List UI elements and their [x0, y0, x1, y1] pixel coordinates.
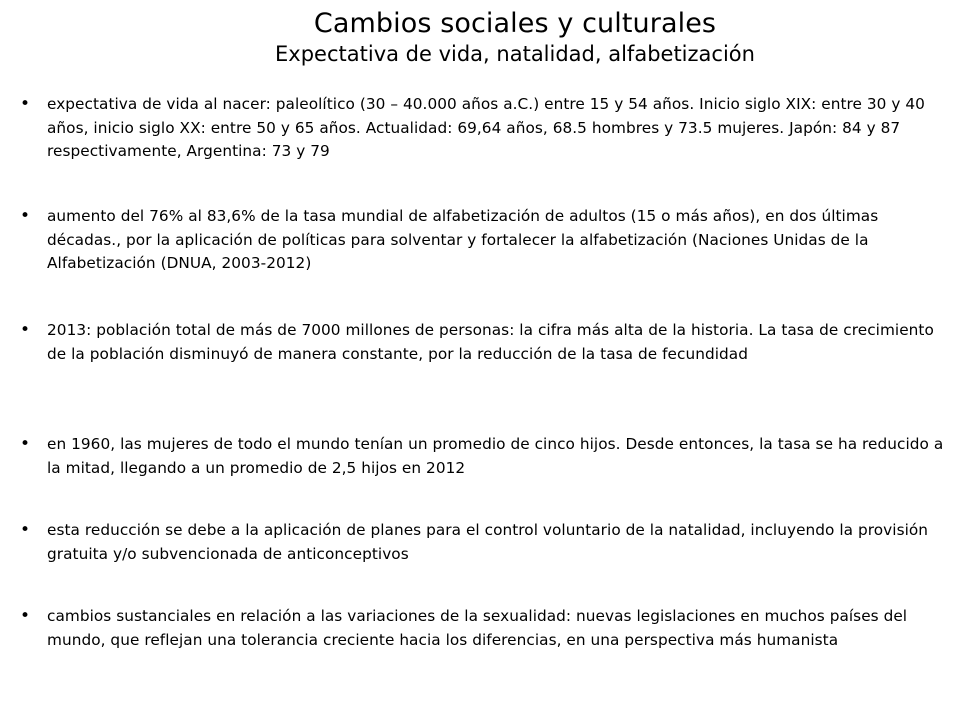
- title-block: [0, 8, 960, 68]
- bullet-text-literacy: aumento del 76% al 83,6% de la tasa mundial de alfabetización de adultos (15 o más años), en dos últimas décadas., por la aplicación de políticas para solventar y fortalecer la alfabetización (Naciones Unidas de la Alfabetización (DNUA, 2003-2012): [47, 207, 879, 272]
- bullet-marker: •: [20, 206, 31, 226]
- bullet-marker: •: [20, 520, 31, 540]
- bullet-marker: •: [20, 94, 31, 114]
- bullet-text-birth-control: esta reducción se debe a la aplicación de planes para el control voluntario de la natalidad, incluyendo la provisión gratuita y/o subvencionada de anticonceptivos: [47, 521, 929, 563]
- bullet-text-fertility: en 1960, las mujeres de todo el mundo tenían un promedio de cinco hijos. Desde entonces, la tasa se ha reducido a la mitad, llegando a un promedio de 2,5 hijos en 2012: [47, 435, 944, 477]
- bullet-marker: •: [20, 320, 31, 340]
- bullet-marker: •: [20, 434, 31, 454]
- bullet-text-sexuality: cambios sustanciales en relación a las variaciones de la sexualidad: nuevas legislaciones en muchos países del mundo, que reflejan una tolerancia creciente hacia los diferencias, en una perspectiva más humanista: [47, 607, 908, 649]
- bullet-marker: •: [20, 606, 31, 626]
- bullet-text-life-expectancy: expectativa de vida al nacer: paleolítico (30 – 40.000 años a.C.) entre 15 y 54 años. Inicio siglo XIX: entre 30 y 40 años, inicio siglo XX: entre 50 y 65 años. Actualidad: 69,64 años, 68.5 hombres y 73.5 mujeres. Japón: 84 y 87 respectivamente, Argentina: 73 y 79: [47, 95, 925, 160]
- bullet-text-population: 2013: población total de más de 7000 millones de personas: la cifra más alta de la historia. La tasa de crecimiento de la población disminuyó de manera constante, por la reducción de la tasa de fecundidad: [47, 321, 934, 363]
- slide-subtitle: Expectativa de vida, natalidad, alfabetización: [275, 42, 755, 66]
- slide-title: Cambios sociales y culturales: [313, 8, 717, 39]
